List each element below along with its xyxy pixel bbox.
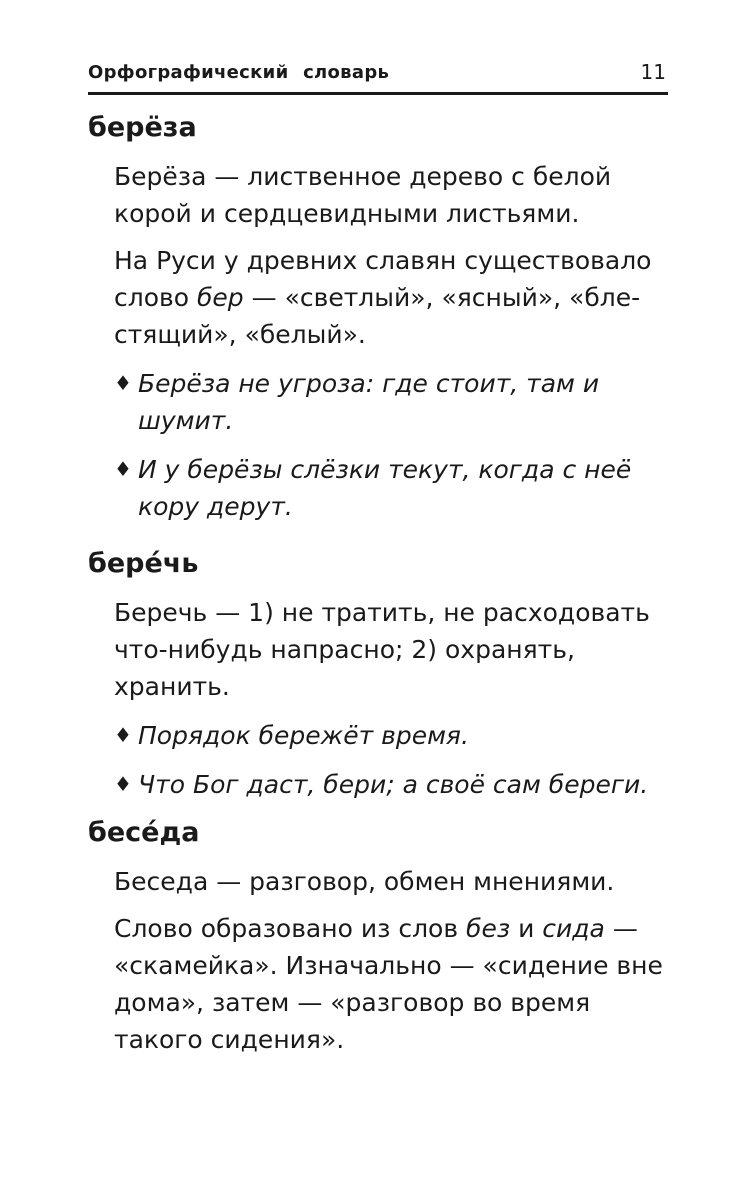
proverb — [114, 717, 678, 754]
dictionary-entry — [88, 817, 678, 1058]
page-number: 11 — [640, 60, 666, 84]
etymology: Слово образовано из слов без и сида — «скамейка». Изначально — «сидение вне дома», затем — «разговор во время такого сидения». — [114, 914, 663, 1054]
headword: бесе́да — [88, 817, 200, 848]
proverb — [114, 766, 678, 803]
proverb-text: Берёза не угроза: где стоит, там и шумит. — [138, 369, 600, 435]
page-header — [88, 58, 668, 95]
dictionary-entry — [88, 548, 678, 803]
etymology: На Руси у древних славян существовало слово бер — «светлый», «ясный», «блестящий», «белый». — [114, 246, 652, 349]
etymon-word: бер — [197, 283, 244, 312]
headword: бере́чь — [88, 548, 199, 579]
definition: Берёза — лиственное дерево с белой корой и сердцевидными листьями. — [114, 162, 612, 228]
proverb-text: Порядок бережёт время. — [138, 721, 469, 750]
proverb — [114, 365, 678, 439]
definition: Беречь — 1) не тратить, не расходовать что-нибудь напрасно; 2) охранять, хранить. — [114, 598, 650, 701]
diamond-bullet-icon: ♦ — [114, 723, 132, 747]
proverb — [114, 451, 678, 525]
etymon-word: без — [466, 914, 511, 943]
etymon-word: сида — [542, 914, 605, 943]
running-title: Орфографический словарь — [88, 62, 390, 83]
diamond-bullet-icon: ♦ — [114, 772, 132, 796]
definition: Беседа — разговор, обмен мнениями. — [114, 867, 615, 896]
headword: берёза — [88, 112, 197, 143]
diamond-bullet-icon: ♦ — [114, 371, 132, 395]
diamond-bullet-icon: ♦ — [114, 457, 132, 481]
proverb-text: Что Бог даст, бери; а своё сам береги. — [138, 770, 649, 799]
proverb-text: И у берёзы слёзки текут, когда с неё кору дерут. — [138, 455, 632, 521]
dictionary-entry — [88, 112, 678, 525]
